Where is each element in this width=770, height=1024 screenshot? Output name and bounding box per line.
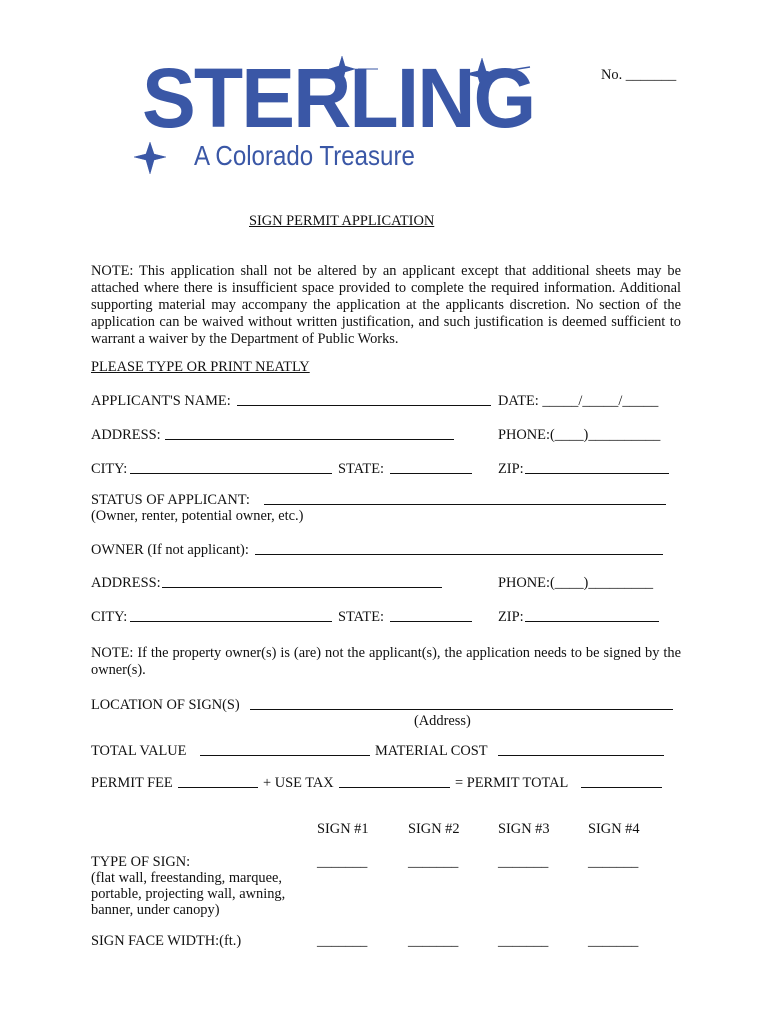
location-field[interactable] <box>250 697 673 714</box>
face-width-label: SIGN FACE WIDTH:(ft.) <box>91 933 242 949</box>
type-sign-1-field[interactable]: _______ <box>317 854 368 870</box>
use-tax-label: + USE TAX <box>263 775 334 791</box>
form-number: No. _______ <box>601 67 677 83</box>
location-label: LOCATION OF SIGN(S) <box>91 697 240 713</box>
owner-address-label: ADDRESS: <box>91 575 161 591</box>
owner-zip-field[interactable] <box>525 609 659 626</box>
total-value-field[interactable] <box>200 743 370 760</box>
type-of-sign-title: TYPE OF SIGN: <box>91 854 191 870</box>
permit-total-field[interactable] <box>581 775 662 792</box>
type-of-sign-hint-2: portable, projecting wall, awning, <box>91 886 286 902</box>
status-hint: (Owner, renter, potential owner, etc.) <box>91 508 304 524</box>
sterling-logo <box>128 50 538 195</box>
sign-2-header: SIGN #2 <box>408 821 460 837</box>
owner-state-label: STATE: <box>338 609 385 625</box>
date-field[interactable]: DATE: _____/_____/_____ <box>498 393 659 409</box>
face-width-4-field[interactable]: _______ <box>588 933 639 949</box>
owner-field[interactable] <box>255 542 663 559</box>
type-of-sign-hint-3: banner, under canopy) <box>91 902 220 918</box>
type-sign-2-field[interactable]: _______ <box>408 854 459 870</box>
zip-field[interactable] <box>525 461 669 478</box>
state-label: STATE: <box>338 461 385 477</box>
applicant-name-label: APPLICANT'S NAME: <box>91 393 231 409</box>
sign-1-header: SIGN #1 <box>317 821 369 837</box>
permit-fee-label: PERMIT FEE <box>91 775 173 791</box>
type-sign-4-field[interactable]: _______ <box>588 854 639 870</box>
permit-fee-field[interactable] <box>178 775 258 792</box>
address-label: ADDRESS: <box>91 427 161 443</box>
face-width-1-field[interactable]: _______ <box>317 933 368 949</box>
print-neatly-label: PLEASE TYPE OR PRINT NEATLY <box>91 359 310 375</box>
city-label: CITY: <box>91 461 128 477</box>
owner-state-field[interactable] <box>390 609 472 626</box>
material-cost-field[interactable] <box>498 743 664 760</box>
phone-field[interactable]: PHONE:(____)__________ <box>498 427 661 443</box>
owner-city-label: CITY: <box>91 609 128 625</box>
owner-label: OWNER (If not applicant): <box>91 542 249 558</box>
address-field[interactable] <box>165 427 454 444</box>
applicant-name-field[interactable] <box>237 393 491 410</box>
use-tax-field[interactable] <box>339 775 450 792</box>
owner-phone-field[interactable]: PHONE:(____)_________ <box>498 575 654 591</box>
sign-3-header: SIGN #3 <box>498 821 550 837</box>
status-field[interactable] <box>264 492 666 509</box>
owner-note: NOTE: If the property owner(s) is (are) not the applicant(s), the application needs to be signed by the owner(s). <box>91 645 681 678</box>
zip-label: ZIP: <box>498 461 524 477</box>
address-hint: (Address) <box>414 713 471 729</box>
intro-note: NOTE: This application shall not be altered by an applicant except that additional sheets may be attached where there is insufficient space provided to complete the required information. Additional supporting material may accompany the application at the applicants discretion. No section of the application can be waived without written justification, and such justification is deemed sufficient to warrant a waiver by the Department of Public Works. <box>91 263 681 347</box>
sign-4-header: SIGN #4 <box>588 821 640 837</box>
total-value-label: TOTAL VALUE <box>91 743 187 759</box>
state-field[interactable] <box>390 461 472 478</box>
owner-city-field[interactable] <box>130 609 332 626</box>
material-cost-label: MATERIAL COST <box>375 743 488 759</box>
logo-subtitle: A Colorado Treasure <box>194 140 415 171</box>
type-sign-3-field[interactable]: _______ <box>498 854 549 870</box>
permit-total-label: = PERMIT TOTAL <box>455 775 569 791</box>
type-of-sign-hint-1: (flat wall, freestanding, marquee, <box>91 870 282 886</box>
status-label: STATUS OF APPLICANT: <box>91 492 250 508</box>
owner-zip-label: ZIP: <box>498 609 524 625</box>
page-title: SIGN PERMIT APPLICATION <box>249 213 435 229</box>
owner-address-field[interactable] <box>162 575 442 592</box>
city-field[interactable] <box>130 461 332 478</box>
face-width-2-field[interactable]: _______ <box>408 933 459 949</box>
type-of-sign-label <box>91 854 285 918</box>
logo-title: STERLING <box>142 51 535 145</box>
face-width-3-field[interactable]: _______ <box>498 933 549 949</box>
